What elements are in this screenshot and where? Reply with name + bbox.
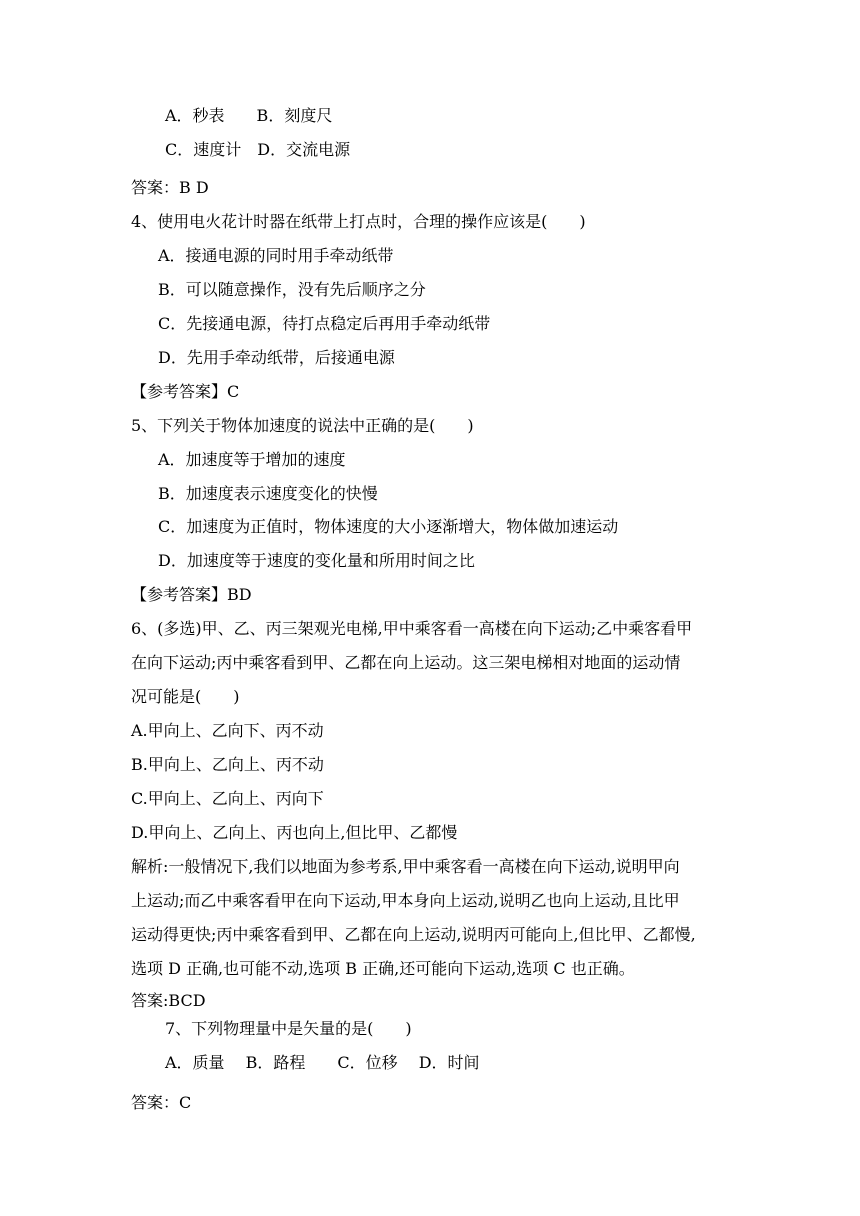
q7-options: A．质量 B．路程 C．位移 D．时间: [165, 1053, 480, 1072]
q6-option-a: A.甲向上、乙向下、丙不动: [131, 721, 324, 740]
q4-option-d: D．先用手牵动纸带，后接通电源: [158, 348, 395, 367]
q6-stem-line1: 6、(多选)甲、乙、丙三架观光电梯,甲中乘客看一高楼在向下运动;乙中乘客看甲: [131, 619, 693, 638]
q4-option-a: A．接通电源的同时用手牵动纸带: [158, 246, 394, 265]
q6-analysis-line2: 上运动;而乙中乘客看甲在向下运动,甲本身向上运动,说明乙也向上运动,且比甲: [131, 891, 680, 910]
q6-answer: 答案:BCD: [131, 991, 206, 1010]
q6-option-d: D.甲向上、乙向上、丙也向上,但比甲、乙都慢: [131, 823, 458, 842]
q3-options-row1: A．秒表 B．刻度尺: [165, 106, 333, 125]
q5-answer: 【参考答案】BD: [131, 585, 252, 604]
q6-stem-line3: 况可能是( ): [131, 687, 240, 706]
q5-option-c: C．加速度为正值时，物体速度的大小逐渐增大，物体做加速运动: [158, 517, 619, 536]
q3-options-row2: C．速度计 D．交流电源: [165, 140, 351, 159]
q5-option-d: D．加速度等于速度的变化量和所用时间之比: [158, 551, 475, 570]
q4-option-c: C．先接通电源，待打点稳定后再用手牵动纸带: [158, 314, 491, 333]
q6-analysis-line4: 选项 D 正确,也可能不动,选项 B 正确,还可能向下运动,选项 C 也正确。: [131, 959, 635, 978]
q6-analysis-line3: 运动得更快;丙中乘客看到甲、乙都在向上运动,说明丙可能向上,但比甲、乙都慢,: [131, 925, 696, 944]
q6-option-b: B.甲向上、乙向上、丙不动: [131, 755, 324, 774]
q7-stem: 7、下列物理量中是矢量的是( ): [165, 1019, 412, 1038]
q5-option-b: B．加速度表示速度变化的快慢: [158, 484, 378, 503]
q3-answer: 答案：B D: [131, 178, 209, 197]
q5-option-a: A．加速度等于增加的速度: [158, 450, 346, 469]
q4-stem: 4、使用电火花计时器在纸带上打点时，合理的操作应该是( ): [131, 212, 586, 231]
q6-analysis-line1: 解析:一般情况下,我们以地面为参考系,甲中乘客看一高楼在向下运动,说明甲向: [131, 857, 680, 876]
q6-stem-line2: 在向下运动;丙中乘客看到甲、乙都在向上运动。这三架电梯相对地面的运动情: [131, 653, 681, 672]
q7-answer: 答案：C: [131, 1093, 192, 1112]
q4-option-b: B．可以随意操作，没有先后顺序之分: [158, 280, 426, 299]
q6-option-c: C.甲向上、乙向上、丙向下: [131, 789, 324, 808]
q5-stem: 5、下列关于物体加速度的说法中正确的是( ): [131, 416, 474, 435]
q4-answer: 【参考答案】C: [131, 382, 240, 401]
